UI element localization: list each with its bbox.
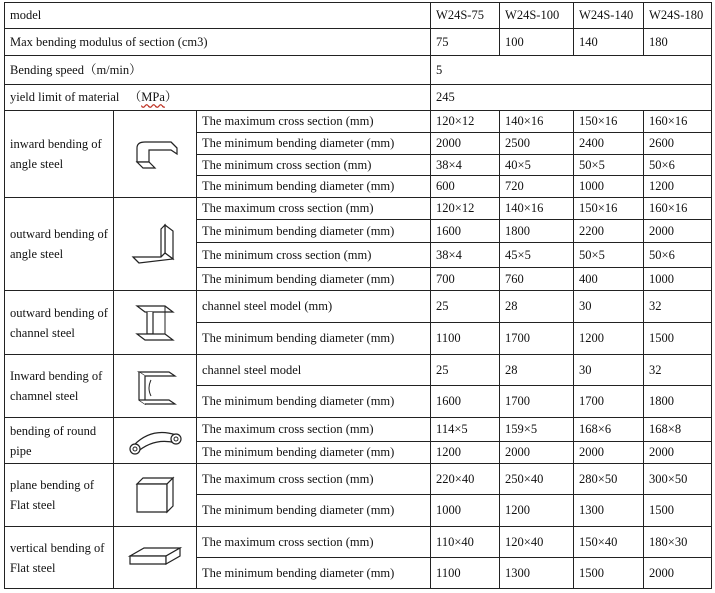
row-label: The minimum bending diameter (mm) xyxy=(197,442,431,464)
row-label: The maximum cross section (mm) xyxy=(197,111,431,133)
yield-label xyxy=(5,85,431,111)
value-cell: 32 xyxy=(644,355,712,386)
value-cell: 168×6 xyxy=(574,418,644,442)
row-label: The minimum bending diameter (mm) xyxy=(197,386,431,418)
yield-unit: MPa xyxy=(141,90,165,104)
value-cell: 1600 xyxy=(431,386,500,418)
value-cell: 720 xyxy=(500,176,574,198)
row-label: channel steel model xyxy=(197,355,431,386)
value-cell: 25 xyxy=(431,291,500,323)
value-cell: 45×5 xyxy=(500,243,574,268)
value-cell: 1200 xyxy=(500,495,574,527)
value-cell: 1000 xyxy=(644,268,712,291)
row-label: The maximum cross section (mm) xyxy=(197,198,431,220)
section-title: outward bending of angle steel xyxy=(5,198,114,291)
value-cell: 50×6 xyxy=(644,155,712,176)
value-cell: 38×4 xyxy=(431,243,500,268)
value-cell: 1300 xyxy=(500,558,574,589)
row-label: The maximum cross section (mm) xyxy=(197,418,431,442)
row-label: The minimum bending diameter (mm) xyxy=(197,220,431,243)
section-row xyxy=(5,527,712,558)
value-cell: 1500 xyxy=(644,495,712,527)
value-cell: 1200 xyxy=(574,323,644,355)
section-row xyxy=(5,464,712,495)
value-cell: 1200 xyxy=(644,176,712,198)
round-pipe-icon xyxy=(114,418,197,464)
value-cell: 2600 xyxy=(644,133,712,155)
value-cell: 2200 xyxy=(574,220,644,243)
value-cell: 1800 xyxy=(500,220,574,243)
value-cell: 110×40 xyxy=(431,527,500,558)
value-cell: 1500 xyxy=(644,323,712,355)
value-cell: 1100 xyxy=(431,558,500,589)
value-cell: 25 xyxy=(431,355,500,386)
row-label: The minimum bending diameter (mm) xyxy=(197,268,431,291)
value-cell: 50×6 xyxy=(644,243,712,268)
value-cell: 2000 xyxy=(644,558,712,589)
row-label: The maximum cross section (mm) xyxy=(197,464,431,495)
value-cell: 160×16 xyxy=(644,111,712,133)
value-cell: 75 xyxy=(431,29,500,56)
value-cell: 2500 xyxy=(500,133,574,155)
value-cell: 40×5 xyxy=(500,155,574,176)
yield-paren-open: （ xyxy=(128,90,142,104)
value-cell: 160×16 xyxy=(644,198,712,220)
value-cell: 1700 xyxy=(500,386,574,418)
model-label: model xyxy=(5,3,431,29)
outward-channel-steel-icon xyxy=(114,291,197,355)
value-cell: 150×16 xyxy=(574,111,644,133)
value-cell: 280×50 xyxy=(574,464,644,495)
value-cell: 2400 xyxy=(574,133,644,155)
inward-angle-steel-icon xyxy=(114,111,197,198)
value-cell: 120×12 xyxy=(431,111,500,133)
modulus-label: Max bending modulus of section (cm3) xyxy=(5,29,431,56)
value-cell: 250×40 xyxy=(500,464,574,495)
value-cell: 120×12 xyxy=(431,198,500,220)
inward-channel-steel-icon xyxy=(114,355,197,418)
value-cell: 1100 xyxy=(431,323,500,355)
section-title: inward bending of angle steel xyxy=(5,111,114,198)
value-cell: 50×5 xyxy=(574,155,644,176)
value-cell: 220×40 xyxy=(431,464,500,495)
speed-value: 5 xyxy=(431,56,712,85)
section-row xyxy=(5,418,712,442)
row-label: The minimum bending diameter (mm) xyxy=(197,323,431,355)
value-cell: 168×8 xyxy=(644,418,712,442)
value-cell: 180×30 xyxy=(644,527,712,558)
value-cell: 140×16 xyxy=(500,198,574,220)
value-cell: 28 xyxy=(500,355,574,386)
section-title: outward bending of channel steel xyxy=(5,291,114,355)
row-label: The maximum cross section (mm) xyxy=(197,527,431,558)
row-label: The minimum bending diameter (mm) xyxy=(197,133,431,155)
value-cell: 300×50 xyxy=(644,464,712,495)
row-label: channel steel model (mm) xyxy=(197,291,431,323)
value-cell: 1500 xyxy=(574,558,644,589)
yield-paren-close: ） xyxy=(164,90,178,104)
model-cell: W24S-180 xyxy=(644,3,712,29)
value-cell: 2000 xyxy=(500,442,574,464)
value-cell: 600 xyxy=(431,176,500,198)
value-cell: 2000 xyxy=(644,220,712,243)
row-label: The minimum cross section (mm) xyxy=(197,155,431,176)
value-cell: 30 xyxy=(574,291,644,323)
value-cell: 760 xyxy=(500,268,574,291)
speed-label: Bending speed（m/min） xyxy=(5,56,431,85)
value-cell: 1600 xyxy=(431,220,500,243)
value-cell: 1700 xyxy=(500,323,574,355)
row-label: The minimum bending diameter (mm) xyxy=(197,558,431,589)
value-cell: 1800 xyxy=(644,386,712,418)
plane-flat-steel-icon xyxy=(114,464,197,527)
value-cell: 1300 xyxy=(574,495,644,527)
value-cell: 1000 xyxy=(431,495,500,527)
value-cell: 2000 xyxy=(574,442,644,464)
section-row xyxy=(5,355,712,386)
section-title: Inward bending of chamnel steel xyxy=(5,355,114,418)
row-label: The minimum cross section (mm) xyxy=(197,243,431,268)
value-cell: 1700 xyxy=(574,386,644,418)
value-cell: 120×40 xyxy=(500,527,574,558)
value-cell: 400 xyxy=(574,268,644,291)
section-title: plane bending of Flat steel xyxy=(5,464,114,527)
outward-angle-steel-icon xyxy=(114,198,197,291)
value-cell: 1200 xyxy=(431,442,500,464)
value-cell: 100 xyxy=(500,29,574,56)
value-cell: 50×5 xyxy=(574,243,644,268)
value-cell: 38×4 xyxy=(431,155,500,176)
model-cell: W24S-140 xyxy=(574,3,644,29)
section-row xyxy=(5,198,712,220)
value-cell: 150×40 xyxy=(574,527,644,558)
value-cell: 1000 xyxy=(574,176,644,198)
yield-row xyxy=(5,85,712,111)
bending-spec-table xyxy=(4,2,712,589)
value-cell: 32 xyxy=(644,291,712,323)
value-cell: 140 xyxy=(574,29,644,56)
section-row xyxy=(5,291,712,323)
speed-row xyxy=(5,56,712,85)
value-cell: 28 xyxy=(500,291,574,323)
value-cell: 140×16 xyxy=(500,111,574,133)
yield-label-text: yield limit of material xyxy=(10,90,120,104)
value-cell: 2000 xyxy=(431,133,500,155)
row-label: The minimum bending diameter (mm) xyxy=(197,495,431,527)
value-cell: 150×16 xyxy=(574,198,644,220)
section-row xyxy=(5,111,712,133)
vertical-flat-steel-icon xyxy=(114,527,197,589)
modulus-row xyxy=(5,29,712,56)
value-cell: 180 xyxy=(644,29,712,56)
value-cell: 700 xyxy=(431,268,500,291)
value-cell: 159×5 xyxy=(500,418,574,442)
model-cell: W24S-75 xyxy=(431,3,500,29)
header-row xyxy=(5,3,712,29)
section-title: bending of round pipe xyxy=(5,418,114,464)
section-title: vertical bending of Flat steel xyxy=(5,527,114,589)
value-cell: 114×5 xyxy=(431,418,500,442)
row-label: The minimum bending diameter (mm) xyxy=(197,176,431,198)
yield-value: 245 xyxy=(431,85,712,111)
model-cell: W24S-100 xyxy=(500,3,574,29)
value-cell: 30 xyxy=(574,355,644,386)
value-cell: 2000 xyxy=(644,442,712,464)
